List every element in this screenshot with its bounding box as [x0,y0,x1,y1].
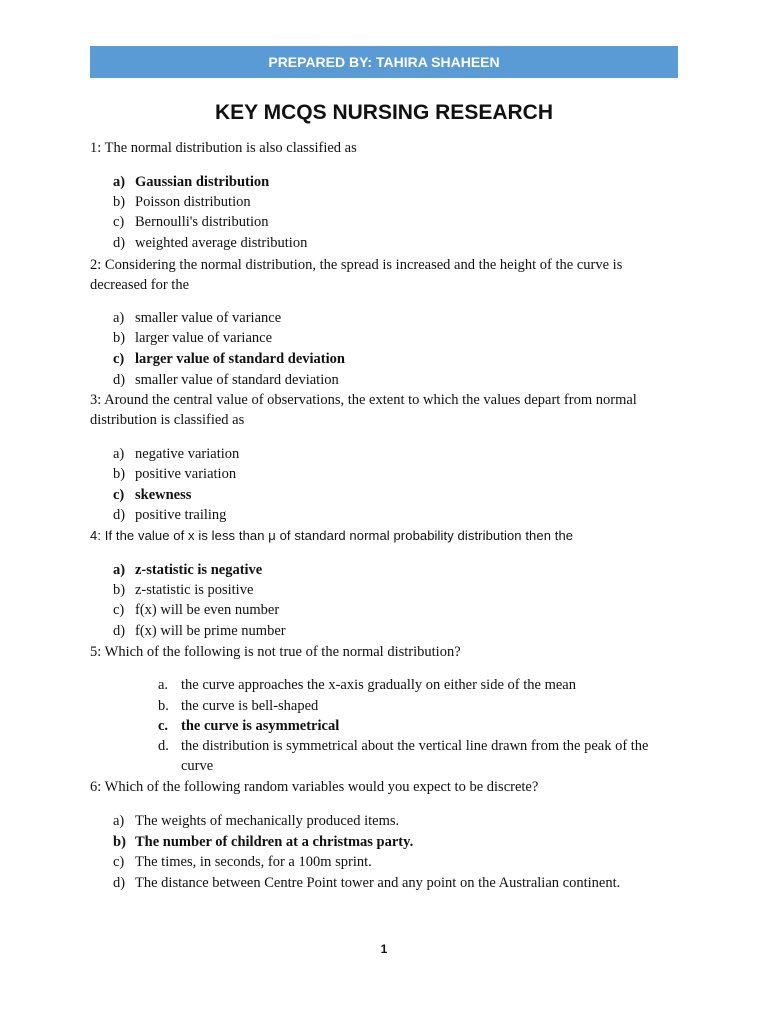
question-4: 4: If the value of x is less than μ of standard normal probability distribution then the [90,528,574,543]
question-6: 6: Which of the following random variables would you expect to be discrete? [90,779,539,795]
page-title: KEY MCQS NURSING RESEARCH [215,101,553,124]
question-1: 1: The normal distribution is also classified as [90,140,357,156]
question-5: 5: Which of the following is not true of the normal distribution? [90,644,461,660]
page-number: 1 [380,942,388,956]
question-2: 2: Considering the normal distribution, the spread is increased and the height of the curve is decreased for the [90,257,623,293]
prepared-by-banner: PREPARED BY: TAHIRA SHAHEEN [90,46,678,78]
question-3: 3: Around the central value of observations, the extent to which the values depart from normal distribution is classified as [90,392,637,428]
